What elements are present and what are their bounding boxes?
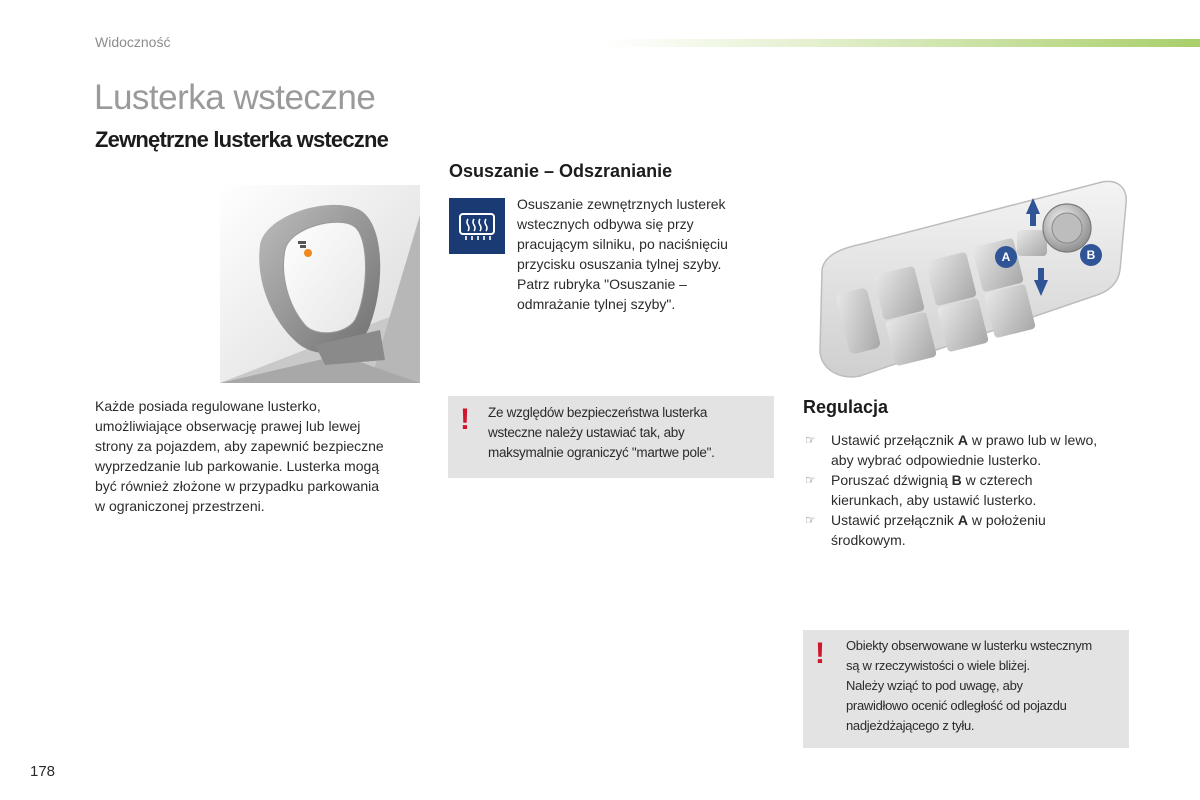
mirror-distance-warning	[803, 630, 1129, 748]
warning-text	[846, 636, 1128, 736]
switch-label-b: B	[1080, 244, 1102, 266]
paragraph-line: Osuszanie zewnętrznych lusterek	[517, 196, 726, 212]
paragraph-line: pracującym silniku, po naciśnięciu	[517, 236, 728, 252]
paragraph-line: przycisku osuszania tylnej szyby.	[517, 256, 722, 272]
paragraph-line: strony za pojazdem, aby zapewnić bezpieczne	[95, 438, 384, 454]
page-subtitle: Zewnętrzne lusterka wsteczne	[95, 127, 389, 152]
paragraph-line: odmrażanie tylnej szyby".	[517, 296, 676, 312]
adjustment-steps	[803, 430, 1143, 550]
step-text: Ustawić przełącznik	[831, 512, 958, 528]
paragraph-line: Patrz rubryka "Osuszanie –	[517, 276, 687, 292]
side-mirror-illustration	[220, 185, 420, 383]
paragraph-line: w ograniczonej przestrzeni.	[95, 498, 265, 514]
defrost-heading: Osuszanie – Odszranianie	[449, 161, 673, 181]
step-key: A	[957, 432, 968, 448]
step-text: Ustawić przełącznik	[831, 432, 958, 448]
paragraph-line: wstecznych odbywa się przy	[517, 216, 694, 232]
step-text: środkowym.	[831, 532, 906, 548]
warning-icon: !	[815, 637, 825, 670]
section-label: Widoczność	[95, 34, 171, 50]
paragraph-line: umożliwiające obserwację prawej lub lewej	[95, 418, 361, 434]
warning-icon: !	[460, 403, 470, 436]
pointing-hand-icon: ☞	[805, 513, 816, 527]
step-text: kierunkach, aby ustawić lusterko.	[831, 492, 1037, 508]
list-item	[803, 430, 1143, 470]
warning-line: maksymalnie ograniczyć "martwe pole".	[488, 445, 715, 460]
step-text: aby wybrać odpowiednie lusterko.	[831, 452, 1042, 468]
paragraph-line: być również złożone w przypadku parkowania	[95, 478, 380, 494]
step-key: B	[951, 472, 962, 488]
warning-line: Ze względów bezpieczeństwa lusterka	[488, 405, 708, 420]
step-key: A	[957, 512, 968, 528]
step-text: w prawo lub w lewo,	[967, 432, 1098, 448]
blind-spot-warning	[448, 396, 774, 478]
rear-defrost-icon	[449, 198, 505, 254]
warning-line: wsteczne należy ustawiać tak, aby	[488, 425, 685, 440]
step-text: w czterech	[961, 472, 1033, 488]
adjustment-heading: Regulacja	[803, 397, 889, 417]
mirror-description	[95, 396, 425, 516]
defrost-description	[517, 194, 787, 314]
list-item	[803, 510, 1143, 550]
header-accent-bar	[605, 39, 1200, 47]
mirror-switch-illustration	[812, 180, 1130, 382]
switch-label-a: A	[995, 246, 1017, 268]
paragraph-line: Każde posiada regulowane lusterko,	[95, 398, 321, 414]
warning-line: są w rzeczywistości o wiele bliżej.	[846, 658, 1030, 673]
warning-text	[488, 403, 772, 463]
warning-line: nadjeżdżającego z tyłu.	[846, 718, 975, 733]
warning-line: Obiekty obserwowane w lusterku wstecznym	[846, 638, 1092, 653]
warning-line: prawidłowo ocenić odległość od pojazdu	[846, 698, 1067, 713]
step-text: w położeniu	[967, 512, 1046, 528]
pointing-hand-icon: ☞	[805, 433, 816, 447]
step-text: Poruszać dźwignią	[831, 472, 952, 488]
paragraph-line: wyprzedzanie lub parkowanie. Lusterka mogą	[95, 458, 380, 474]
list-item	[803, 470, 1143, 510]
warning-line: Należy wziąć to pod uwagę, aby	[846, 678, 1023, 693]
page-title: Lusterka wsteczne	[94, 78, 376, 117]
pointing-hand-icon: ☞	[805, 473, 816, 487]
page-number: 178	[30, 763, 56, 780]
